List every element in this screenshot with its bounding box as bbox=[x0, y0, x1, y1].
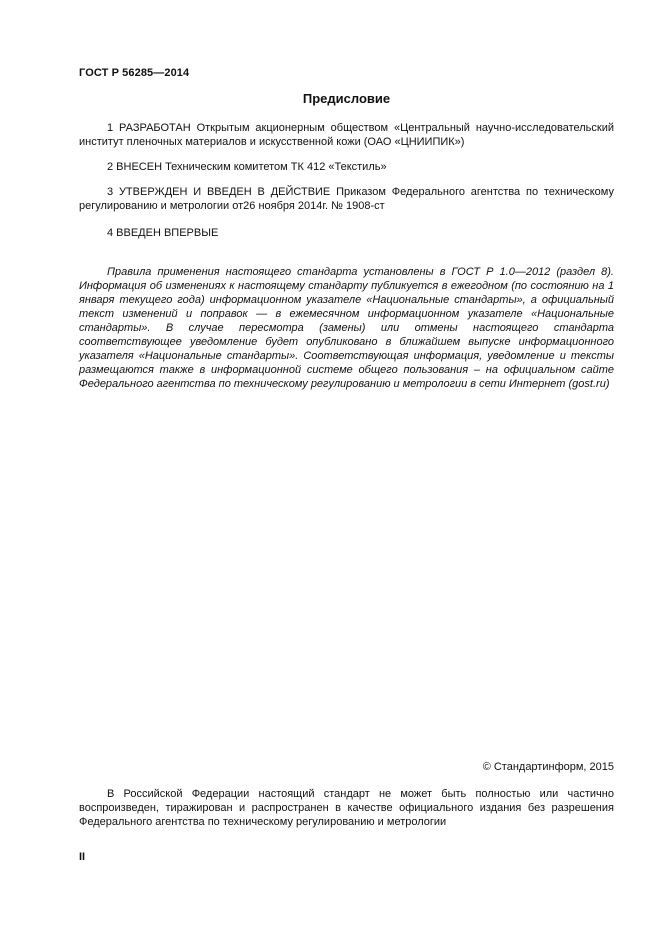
item-introduced: 4 ВВЕДЕН ВПЕРВЫЕ bbox=[107, 227, 219, 239]
page-number: II bbox=[79, 851, 86, 863]
copyright: © Стандартинформ, 2015 bbox=[482, 761, 614, 773]
page-title: Предисловие bbox=[302, 91, 391, 106]
item-approved: 3 УТВЕРЖДЕН И ВВЕДЕН В ДЕЙСТВИЕ Приказом Федерального агентства по техническому регулированию и метрологии от26 ноября 2014г. № 1908-ст bbox=[79, 186, 614, 212]
application-rules-notice: Правила применения настоящего стандарта установлены в ГОСТ Р 1.0—2012 (раздел 8). Информация об изменениях к настоящему стандарту публикуется в ежегодном (по состоянию на 1 января текущего года) информационном указателе «Национальные стандарты», а официальный текст изменений и поправок — в ежемесячном информационном указателе «Национальные стандарты». В случае пересмотра (замены) или отмены настоящего стандарта соответствующее уведомление будет опубликовано в ближайшем выпуске информационного указателя «Национальные стандарты». Соответствующая информация, уведомление и тексты размещаются также в информационной системе общего пользования – на официальном сайте Федерального агентства по техническому регулированию и метрологии в сети Интернет (gost.ru) bbox=[79, 266, 614, 390]
reproduction-notice: В Российской Федерации настоящий стандарт не может быть полностью или частично воспроизведен, тиражирован и распространен в качестве официального издания без разрешения Федерального агентства по техническому регулированию и метрологии bbox=[79, 788, 614, 828]
item-submitted: 2 ВНЕСЕН Техническим комитетом ТК 412 «Текстиль» bbox=[107, 161, 387, 173]
document-code: ГОСТ Р 56285—2014 bbox=[79, 67, 190, 79]
item-developed: 1 РАЗРАБОТАН Открытым акционерным обществом «Центральный научно-исследовательский институт пленочных материалов и искусственной кожи (ОАО «ЦНИИПИК») bbox=[79, 122, 614, 148]
